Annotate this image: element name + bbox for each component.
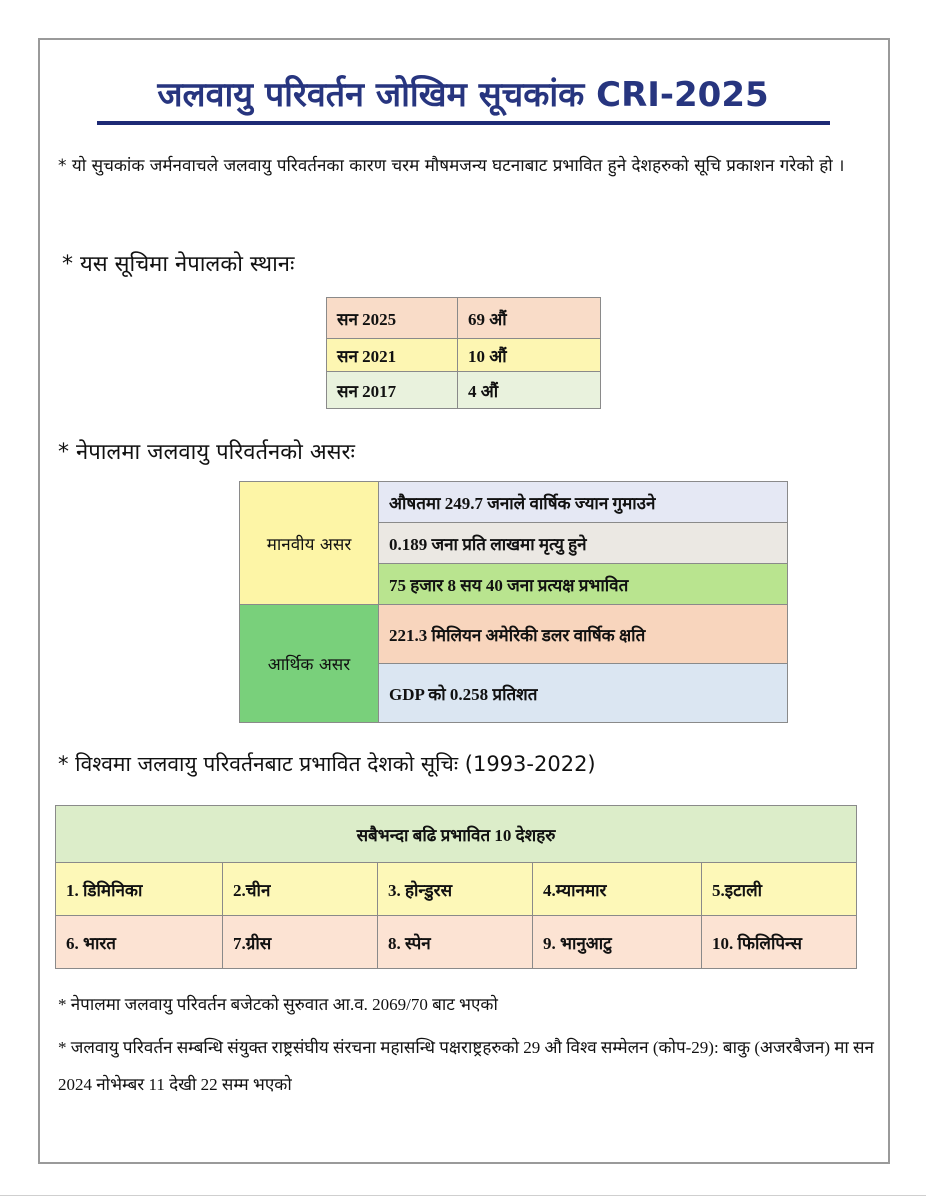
- world-heading: * विश्वमा जलवायु परिवर्तनबाट प्रभावित देशको सूचिः (1993-2022): [58, 752, 596, 776]
- country-cell: 2.चीन: [223, 863, 378, 916]
- ranking-year: सन 2025: [327, 298, 458, 339]
- country-cell: 9. भानुआटु: [533, 916, 702, 969]
- countries-table-title: सबैभन्दा बढि प्रभावित 10 देशहरु: [56, 806, 857, 863]
- country-cell: 3. होन्डुरस: [378, 863, 533, 916]
- intro-text: * यो सुचकांक जर्मनवाचले जलवायु परिवर्तनका कारण चरम मौषमजन्य घटनाबाट प्रभावित हुने देशहरुको सूचि प्रकाशन गरेको हो ।: [58, 156, 845, 176]
- human-impact-item: 75 हजार 8 सय 40 जना प्रत्यक्ष प्रभावित: [379, 564, 788, 605]
- ranking-row: [327, 298, 601, 339]
- title-underline: [97, 121, 830, 125]
- economic-impact-item: 221.3 मिलियन अमेरिकी डलर वार्षिक क्षति: [379, 605, 788, 664]
- ranking-year: सन 2021: [327, 339, 458, 372]
- ranking-heading: * यस सूचिमा नेपालको स्थानः: [62, 252, 295, 277]
- note-budget: * नेपालमा जलवायु परिवर्तन बजेटको सुरुवात आ.व. 2069/70 बाट भएको: [58, 995, 498, 1014]
- countries-row: [56, 863, 857, 916]
- page-title: जलवायु परिवर्तन जोखिम सूचकांक CRI-2025: [157, 75, 769, 115]
- impact-heading: * नेपालमा जलवायु परिवर्तनको असरः: [58, 440, 355, 465]
- economic-impact-label: आर्थिक असर: [240, 605, 379, 723]
- ranking-table: [326, 297, 601, 409]
- country-cell: 5.इटाली: [702, 863, 857, 916]
- country-cell: 6. भारत: [56, 916, 223, 969]
- countries-row: [56, 916, 857, 969]
- ranking-year: सन 2017: [327, 372, 458, 409]
- country-cell: 10. फिलिपिन्स: [702, 916, 857, 969]
- economic-impact-item: GDP को 0.258 प्रतिशत: [379, 664, 788, 723]
- human-impact-label: मानवीय असर: [240, 482, 379, 605]
- ranking-rank: 10 औं: [458, 339, 601, 372]
- bottom-divider: [0, 1195, 926, 1196]
- note-cop29: * जलवायु परिवर्तन सम्बन्धि संयुक्त राष्ट्रसंघीय संरचना महासन्धि पक्षराष्ट्रहरुको 29 औ विश्व सम्मेलन (कोप-29): बाकु (अजरबैजन) मा सन 2024 नोभेम्बर 11 देखी 22 सम्म भएको: [58, 1038, 874, 1094]
- impact-table: [239, 481, 788, 723]
- country-cell: 7.ग्रीस: [223, 916, 378, 969]
- country-cell: 1. डिमिनिका: [56, 863, 223, 916]
- human-impact-item: औषतमा 249.7 जनाले वार्षिक ज्यान गुमाउने: [379, 482, 788, 523]
- country-cell: 4.म्यानमार: [533, 863, 702, 916]
- ranking-rank: 4 औं: [458, 372, 601, 409]
- countries-table: [55, 805, 857, 969]
- ranking-row: [327, 372, 601, 409]
- human-impact-item: 0.189 जना प्रति लाखमा मृत्यु हुने: [379, 523, 788, 564]
- ranking-rank: 69 औं: [458, 298, 601, 339]
- ranking-row: [327, 339, 601, 372]
- country-cell: 8. स्पेन: [378, 916, 533, 969]
